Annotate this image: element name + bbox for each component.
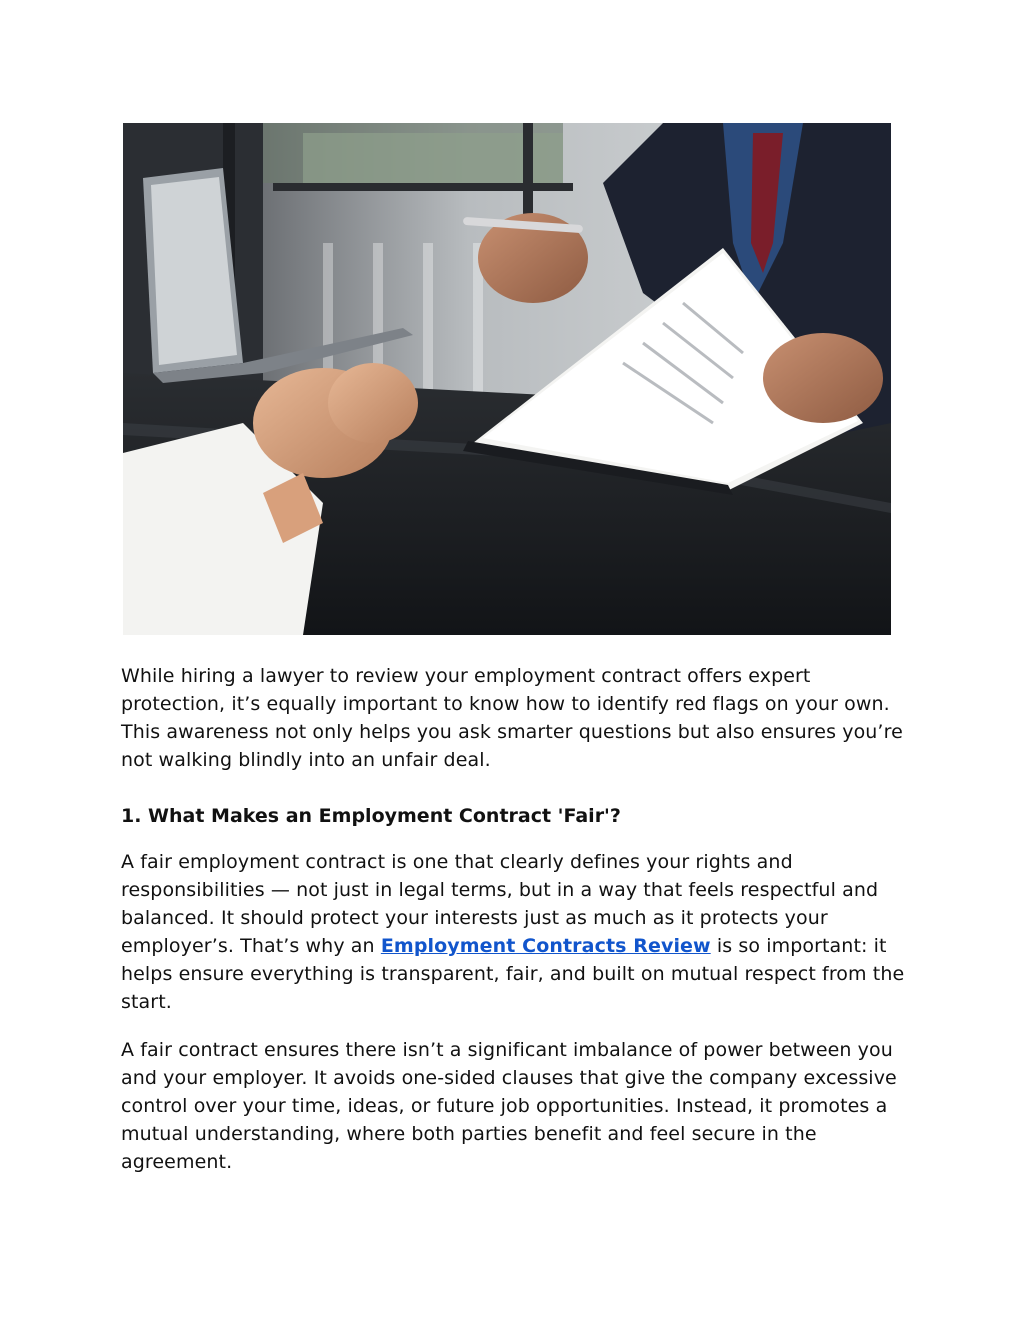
paragraph-text-before-link: A fair employment contract is one that clearly defines your rights and responsibilities — not just in legal terms, but in a way that feels respectful and balanced. It should protect your interests just as much as it protects your employer’s. That’s why an bbox=[121, 851, 879, 957]
paragraph-text-after-link: is so important: it helps ensure everything is transparent, fair, and built on mutual respect from the start. bbox=[121, 935, 905, 1013]
hero-photo-contract-review bbox=[123, 123, 891, 635]
employment-contracts-review-link[interactable]: Employment Contracts Review bbox=[380, 935, 711, 957]
article-body bbox=[121, 662, 911, 1176]
power-balance-paragraph: A fair contract ensures there isn’t a significant imbalance of power between you and your employer. It avoids one-sided clauses that give the company excessive control over your time, ideas, or future job opportunities. Instead, it promotes a mutual understanding, where both parties benefit and feel secure in the agreement. bbox=[121, 1039, 897, 1173]
section-heading: 1. What Makes an Employment Contract 'Fair'? bbox=[121, 805, 621, 827]
fair-contract-paragraph bbox=[121, 848, 911, 1016]
intro-paragraph: While hiring a lawyer to review your employment contract offers expert protection, it’s equally important to know how to identify red flags on your own. This awareness not only helps you ask smarter questions but also ensures you’re not walking blindly into an unfair deal. bbox=[121, 665, 903, 771]
